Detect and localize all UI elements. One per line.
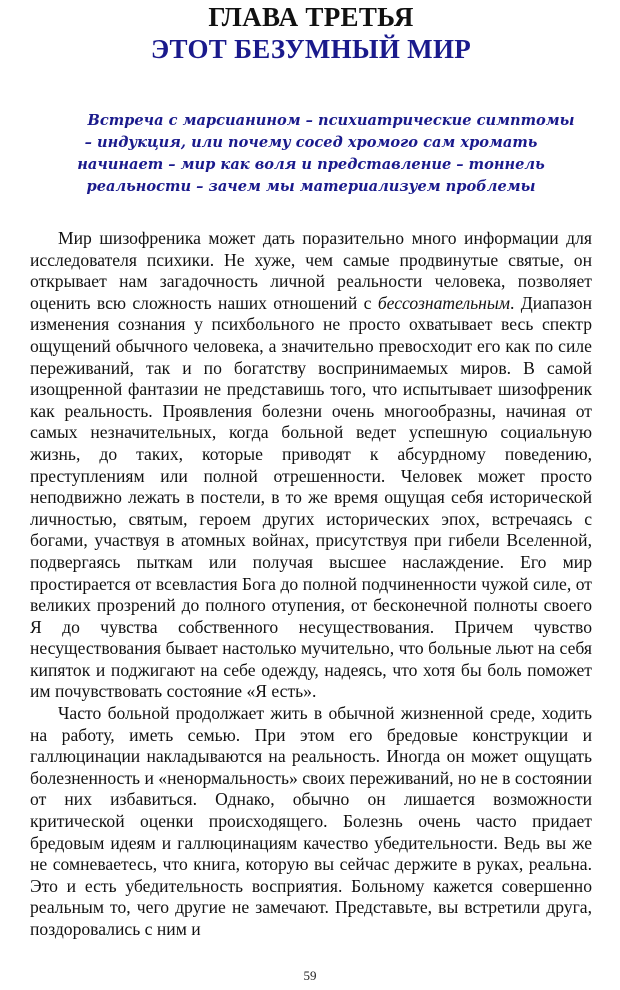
paragraph-text: . Диапазон изменения сознания у психбольного не просто охватывает весь спектр ощущений обычного человека, а значительно превосходит его как по силе переживаний, так и по богатству воспринимаемых миров. В самой изощренной фантазии не представишь того, что испытывает шизофреник как реальность. Проявления болезни очень многообразны, начиная от самых незначительных, когда больной ведет успешную социальную жизнь, до таких, которые приводят к абсурдному поведению, преступлениям или полной отрешенности. Человек может просто неподвижно лежать в постели, в то же время ощущая себя исторической личностью, святым, героем других исторических эпох, встречаясь с богами, участвуя в атомных войнах, присутствуя при гибели Вселенной, подвергаясь пыткам или получая высшее наслаждение. Его мир простирается от всевластия Бога до полной подчиненности чужой силе, от великих прозрений до полного отупения, от бесконечной полноты своего Я до чувства собственного несуществования. Причем чувство несуществования бывает настолько мучительно, что больные льют на себя кипяток и поджигают на себе одежду, надеясь, что хотя бы боль поможет им почувствовать состояние «Я есть». bbox=[30, 292, 593, 702]
body-paragraph: Часто больной продолжает жить в обычной жизненной среде, ходить на работу, иметь семью. При этом его бредовые конструкции и галлюцинации накладываются на реальность. Иногда он может ощущать болезненность и «ненормальность» своих переживаний, но не в состоянии от них избавиться. Однако, обычно он лишается возможности критической оценки происходящего. Болезнь очень часто придает бредовым идеям и галлюцинациям качество убедительности. Ведь вы же не сомневаетесь, что книга, которую вы сейчас держите в руках, реальна. Это и есть убедительность восприятия. Больному кажется совершенно реальным то, чего другие не замечают. Представьте, вы встретили друга, поздоровались с ним и bbox=[30, 703, 592, 939]
paragraph-text: Мир шизофреника может дать поразительно много информации для исследователя психики. Не хуже, чем самые продвинутые святые, он открывает нам загадочность личной реальности человека, позволяет оценить всю сложность наших отношений с bbox=[30, 228, 592, 313]
chapter-synopsis: Встреча с марсианином – психиатрические симптомы – индукция, или почему сосед хромого сам хромать начинает – мир как воля и представление – тоннель реальности – зачем мы материализуем проблемы bbox=[77, 112, 575, 195]
chapter-body bbox=[30, 228, 592, 941]
chapter-number-heading: ГЛАВА ТРЕТЬЯ bbox=[208, 2, 414, 32]
italic-term: бессознательным bbox=[377, 292, 510, 313]
chapter-title-heading: ЭТОТ БЕЗУМНЫЙ МИР bbox=[150, 34, 472, 64]
page-number: 59 bbox=[303, 968, 317, 983]
body-paragraph bbox=[30, 228, 592, 703]
